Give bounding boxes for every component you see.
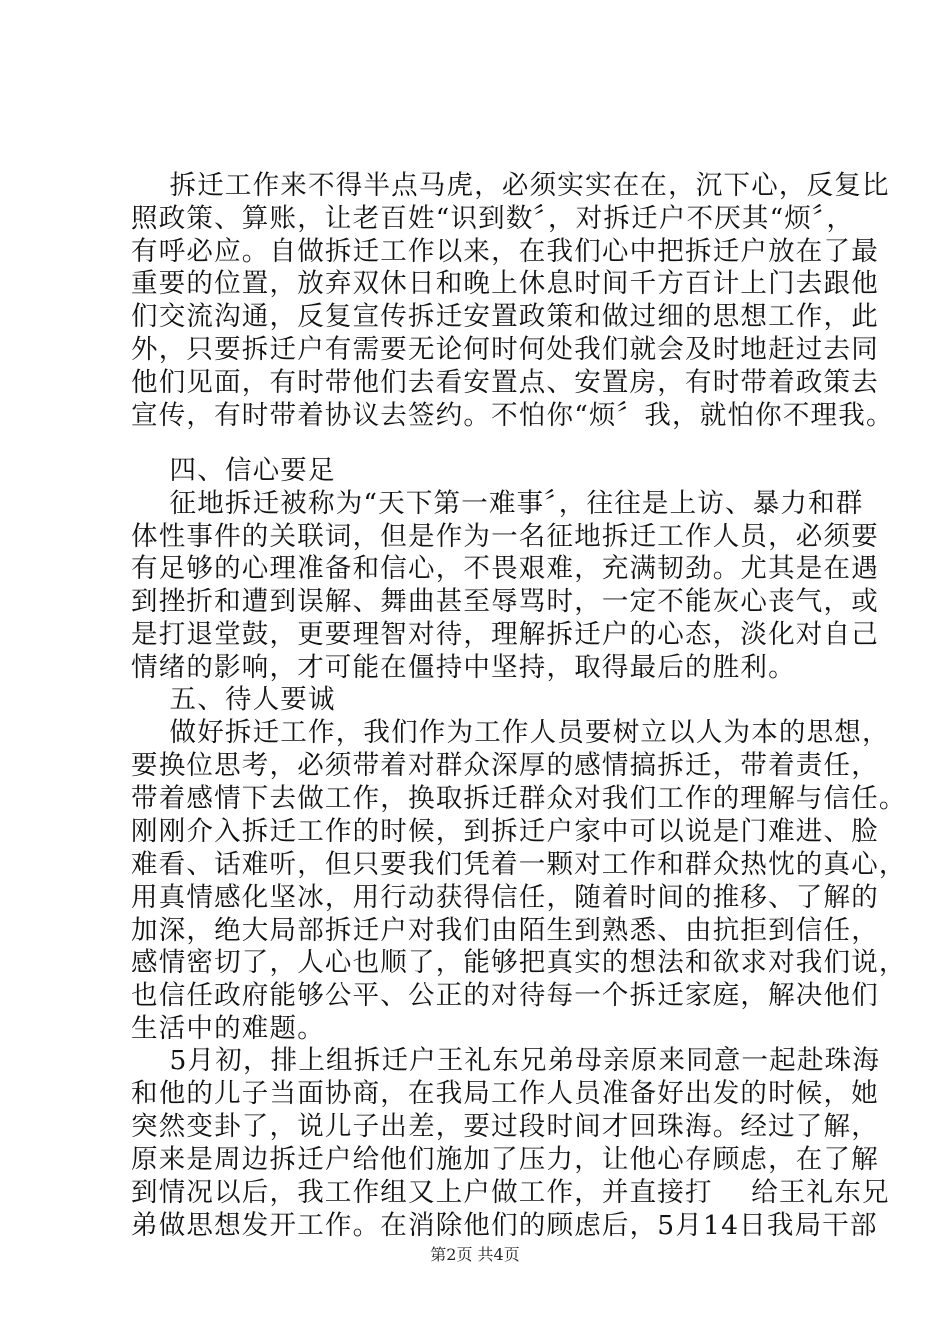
- text-line: 到情况以后，我工作组又上户做工作，并直接打 给王礼东兄: [131, 1177, 890, 1208]
- text-line: 和他的儿子当面协商，在我局工作人员准备好出发的时候，她: [131, 1078, 879, 1109]
- text-line: 也信任政府能够公平、公正的对待每一个拆迁家庭，解决他们: [131, 980, 879, 1011]
- text-line: 5月初，排上组拆迁户王礼东兄弟母亲原来同意一起赴珠海: [131, 1045, 881, 1076]
- text-line: 原来是周边拆迁户给他们施加了压力，让他心存顾虑，在了解: [131, 1144, 879, 1175]
- text-line: 照政策、算账，让老百姓“识到数〞，对拆迁户不厌其“烦〞，: [131, 203, 855, 234]
- text-line: 情绪的影响，才可能在僵持中坚持，取得最后的胜利。: [131, 652, 796, 683]
- text-line: 突然变卦了，说儿子出差，要过段时间才回珠海。经过了解，: [131, 1111, 879, 1142]
- text-line: 带着感情下去做工作，换取拆迁群众对我们工作的理解与信任。: [131, 783, 907, 814]
- text-line: 用真情感化坚冰，用行动获得信任，随着时间的推移、了解的: [131, 882, 879, 913]
- text-line: 到挫折和遭到误解、舞曲甚至辱骂时，一定不能灰心丧气，或: [131, 586, 879, 617]
- text-line: 难看、话难听，但只要我们凭着一颗对工作和群众热忱的真心，: [131, 849, 907, 880]
- text-line: 有呼必应。自做拆迁工作以来，在我们心中把拆迁户放在了最: [131, 236, 879, 267]
- text-line: 是打退堂鼓，更要理智对待，理解拆迁户的心态，淡化对自己: [131, 619, 879, 650]
- text-line: 他们见面，有时带他们去看安置点、安置房，有时带着政策去: [131, 367, 879, 398]
- text-line: 加深，绝大局部拆迁户对我们由陌生到熟悉、由抗拒到信任，: [131, 915, 879, 946]
- text-line: 生活中的难题。: [131, 1013, 325, 1044]
- text-line: 刚刚介入拆迁工作的时候，到拆迁户家中可以说是门难进、脸: [131, 816, 879, 847]
- text-line: 们交流沟通，反复宣传拆迁安置政策和做过细的思想工作，此: [131, 301, 879, 332]
- text-line: 弟做思想发开工作。在消除他们的顾虑后，5月14日我局干部: [131, 1210, 878, 1241]
- text-line: 重要的位置，放弃双休日和晚上休息时间千方百计上门去跟他: [131, 268, 879, 299]
- page-footer: 第2页 共4页: [430, 1245, 520, 1264]
- text-line: 宣传，有时带着协议去签约。不怕你“烦〞我，就怕你不理我。: [131, 400, 894, 431]
- text-line: 体性事件的关联词，但是作为一名征地拆迁工作人员，必须要: [131, 521, 879, 552]
- text-line: 要换位思考，必须带着对群众深厚的感情搞拆迁，带着责任，: [131, 750, 879, 781]
- text-line: 五、待人要诚: [131, 684, 336, 715]
- text-line: 拆迁工作来不得半点马虎，必须实实在在，沉下心，反复比: [131, 170, 890, 201]
- text-line: 做好拆迁工作，我们作为工作人员要树立以人为本的思想，: [131, 717, 890, 748]
- text-line: 有足够的心理准备和信心，不畏艰难，充满韧劲。尤其是在遇: [131, 553, 879, 584]
- text-line: 四、信心要足: [131, 455, 336, 486]
- text-line: 感情密切了，人心也顺了，能够把真实的想法和欲求对我们说，: [131, 947, 907, 978]
- text-line: 外，只要拆迁户有需要无论何时何处我们就会及时地赶过去同: [131, 334, 879, 365]
- text-line: 征地拆迁被称为“天下第一难事〞，往往是上访、暴力和群: [131, 488, 864, 519]
